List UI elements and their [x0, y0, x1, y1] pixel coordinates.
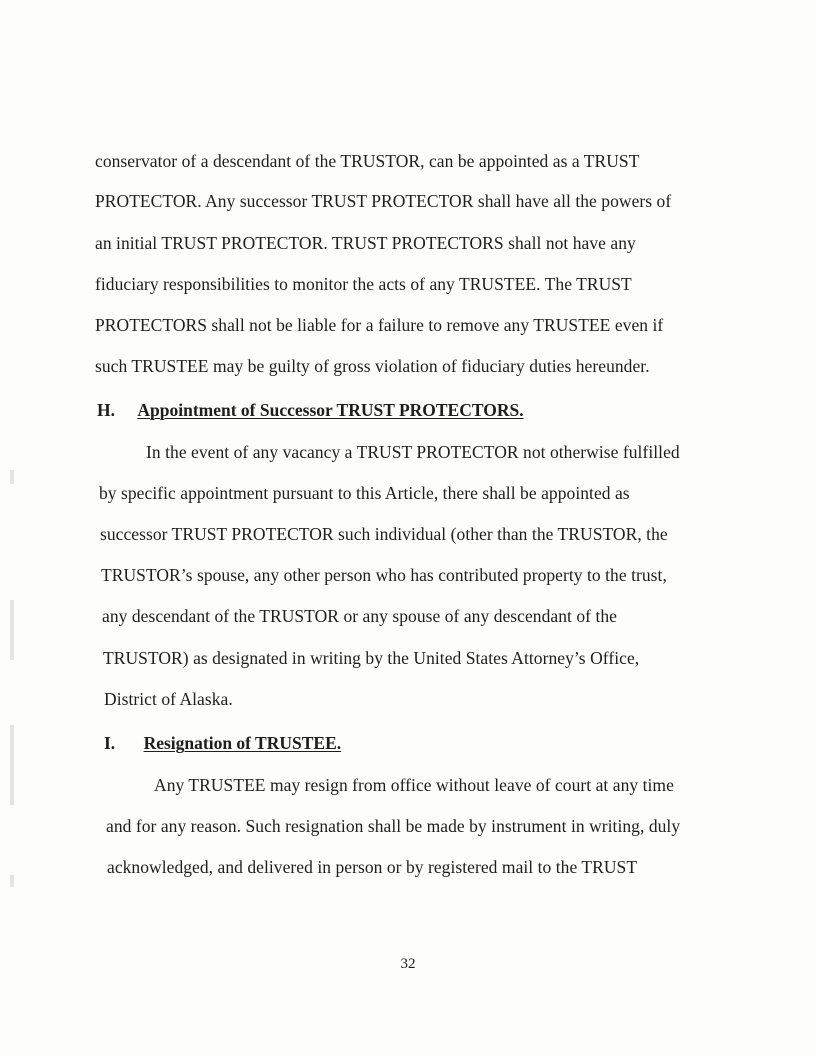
- section-i-letter: I.: [104, 733, 116, 753]
- paragraph-line: Any TRUSTEE may resign from office without leave of court at any time: [154, 775, 674, 795]
- paragraph-line: any descendant of the TRUSTOR or any spouse of any descendant of the: [102, 606, 617, 626]
- section-i-title: Resignation of TRUSTEE.: [143, 733, 342, 753]
- paragraph-line: and for any reason. Such resignation shall be made by instrument in writing, duly: [106, 816, 681, 836]
- section-i-heading: [104, 732, 341, 754]
- section-h-letter: H.: [97, 400, 115, 420]
- paragraph-line: PROTECTORS shall not be liable for a failure to remove any TRUSTEE even if: [95, 315, 664, 335]
- paragraph-line: District of Alaska.: [104, 689, 233, 709]
- section-h-title: Appointment of Successor TRUST PROTECTORS.: [137, 400, 524, 420]
- page-number: 32: [400, 956, 416, 972]
- paragraph-line: by specific appointment pursuant to this Article, there shall be appointed as: [99, 483, 630, 503]
- scan-artifact: [10, 470, 14, 484]
- paragraph-line: acknowledged, and delivered in person or by registered mail to the TRUST: [107, 857, 638, 877]
- paragraph-line: conservator of a descendant of the TRUSTOR, can be appointed as a TRUST: [95, 151, 640, 171]
- paragraph-line: TRUSTOR’s spouse, any other person who has contributed property to the trust,: [101, 565, 667, 585]
- paragraph-line: such TRUSTEE may be guilty of gross violation of fiduciary duties hereunder.: [95, 356, 650, 376]
- paragraph-line: successor TRUST PROTECTOR such individual (other than the TRUSTOR, the: [100, 524, 668, 544]
- paragraph-line: TRUSTOR) as designated in writing by the United States Attorney’s Office,: [103, 648, 640, 668]
- paragraph-line: fiduciary responsibilities to monitor the acts of any TRUSTEE. The TRUST: [95, 274, 632, 294]
- paragraph-line: PROTECTOR. Any successor TRUST PROTECTOR shall have all the powers of: [95, 191, 672, 211]
- paragraph-line: an initial TRUST PROTECTOR. TRUST PROTECTORS shall not have any: [95, 233, 636, 253]
- scan-artifact: [10, 725, 14, 805]
- section-h-heading: [97, 399, 524, 421]
- scan-artifact: [10, 600, 14, 660]
- paragraph-line: In the event of any vacancy a TRUST PROTECTOR not otherwise fulfilled: [146, 442, 680, 462]
- scan-artifact: [10, 875, 14, 887]
